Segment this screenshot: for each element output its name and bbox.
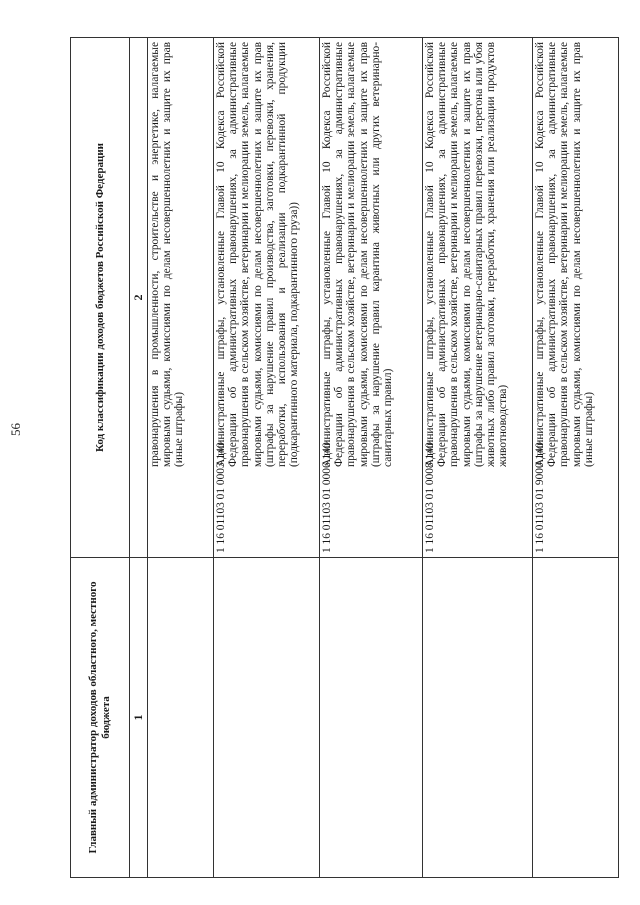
table-row [533,38,619,878]
table-row [214,38,320,878]
table-row [320,38,423,878]
revenue-code: 1 16 01103 01 0006 140 [321,442,333,553]
header-classification-code: Код классификации доходов бюджетов Российской Федерации [71,38,130,558]
revenue-description: Административные штрафы, установленные Главой 10 Кодекса Российской Федерации об административных правонарушениях, за административные правонарушения в сельском хозяйстве, ветеринарии и мелиорации земель, налагаемые мировыми судьями, комиссиями по делам несовершеннолетних и защите их прав (штрафы за нарушение правил карантина животных или других ветеринарно-санитарных правил) [321,42,395,467]
revenue-description: Административные штрафы, установленные Главой 10 Кодекса Российской Федерации об административных правонарушениях, за административные правонарушения в сельском хозяйстве, ветеринарии и мелиорации земель, налагаемые мировыми судьями, комиссиями по делам несовершеннолетних и защите их прав (штрафы за нарушение правил производства, заготовки, перевозки, хранения, переработки, использования и реализации подкарантинной продукции (подкарантинного материала, подкарантинного груза)) [215,42,301,467]
column-number-row [130,38,148,878]
revenue-code: 1 16 01103 01 9000 140 [534,442,546,553]
classification-cell [214,38,320,558]
revenue-description: Административные штрафы, установленные Главой 10 Кодекса Российской Федерации об административных правонарушениях, за административные правонарушения в сельском хозяйстве, ветеринарии и мелиорации земель, налагаемые мировыми судьями, комиссиями по делам несовершеннолетних и защите их прав (штрафы за нарушение ветеринарно-санитарных правил перевозки, перегона или убоя животных либо правил заготовки, переработки, хранения или реализации продуктов животноводства) [424,42,510,467]
column-number-2: 2 [130,38,148,558]
table-row [423,38,533,878]
page-number: 56 [8,423,23,436]
table-row [148,38,214,878]
classification-cell [423,38,533,558]
administrator-cell [148,558,214,878]
table-header-row [71,38,130,878]
classification-cell [148,38,214,558]
revenue-description: правонарушения в промышленности, строительстве и энергетике, налагаемые мировыми судьями, комиссиями по делам несовершеннолетних и защите их прав (иные штрафы) [149,42,186,467]
classification-cell [533,38,619,558]
classification-cell [320,38,423,558]
revenue-code [149,467,186,553]
rotated-table-container [70,38,610,878]
column-number-1: 1 [130,558,148,878]
administrator-cell [423,558,533,878]
administrator-cell [214,558,320,878]
header-administrator: Главный администратор доходов областного, местного бюджета [71,558,130,878]
revenue-description: Административные штрафы, установленные Главой 10 Кодекса Российской Федерации об административных правонарушениях, за административные правонарушения в сельском хозяйстве, ветеринарии и мелиорации земель, налагаемые мировыми судьями, комиссиями по делам несовершеннолетних и защите их прав (иные штрафы) [534,42,595,467]
administrator-cell [320,558,423,878]
revenue-code: 1 16 01103 01 0008 140 [424,442,436,553]
revenue-classification-table [70,37,619,878]
administrator-cell [533,558,619,878]
revenue-code: 1 16 01103 01 0003 140 [215,442,227,553]
